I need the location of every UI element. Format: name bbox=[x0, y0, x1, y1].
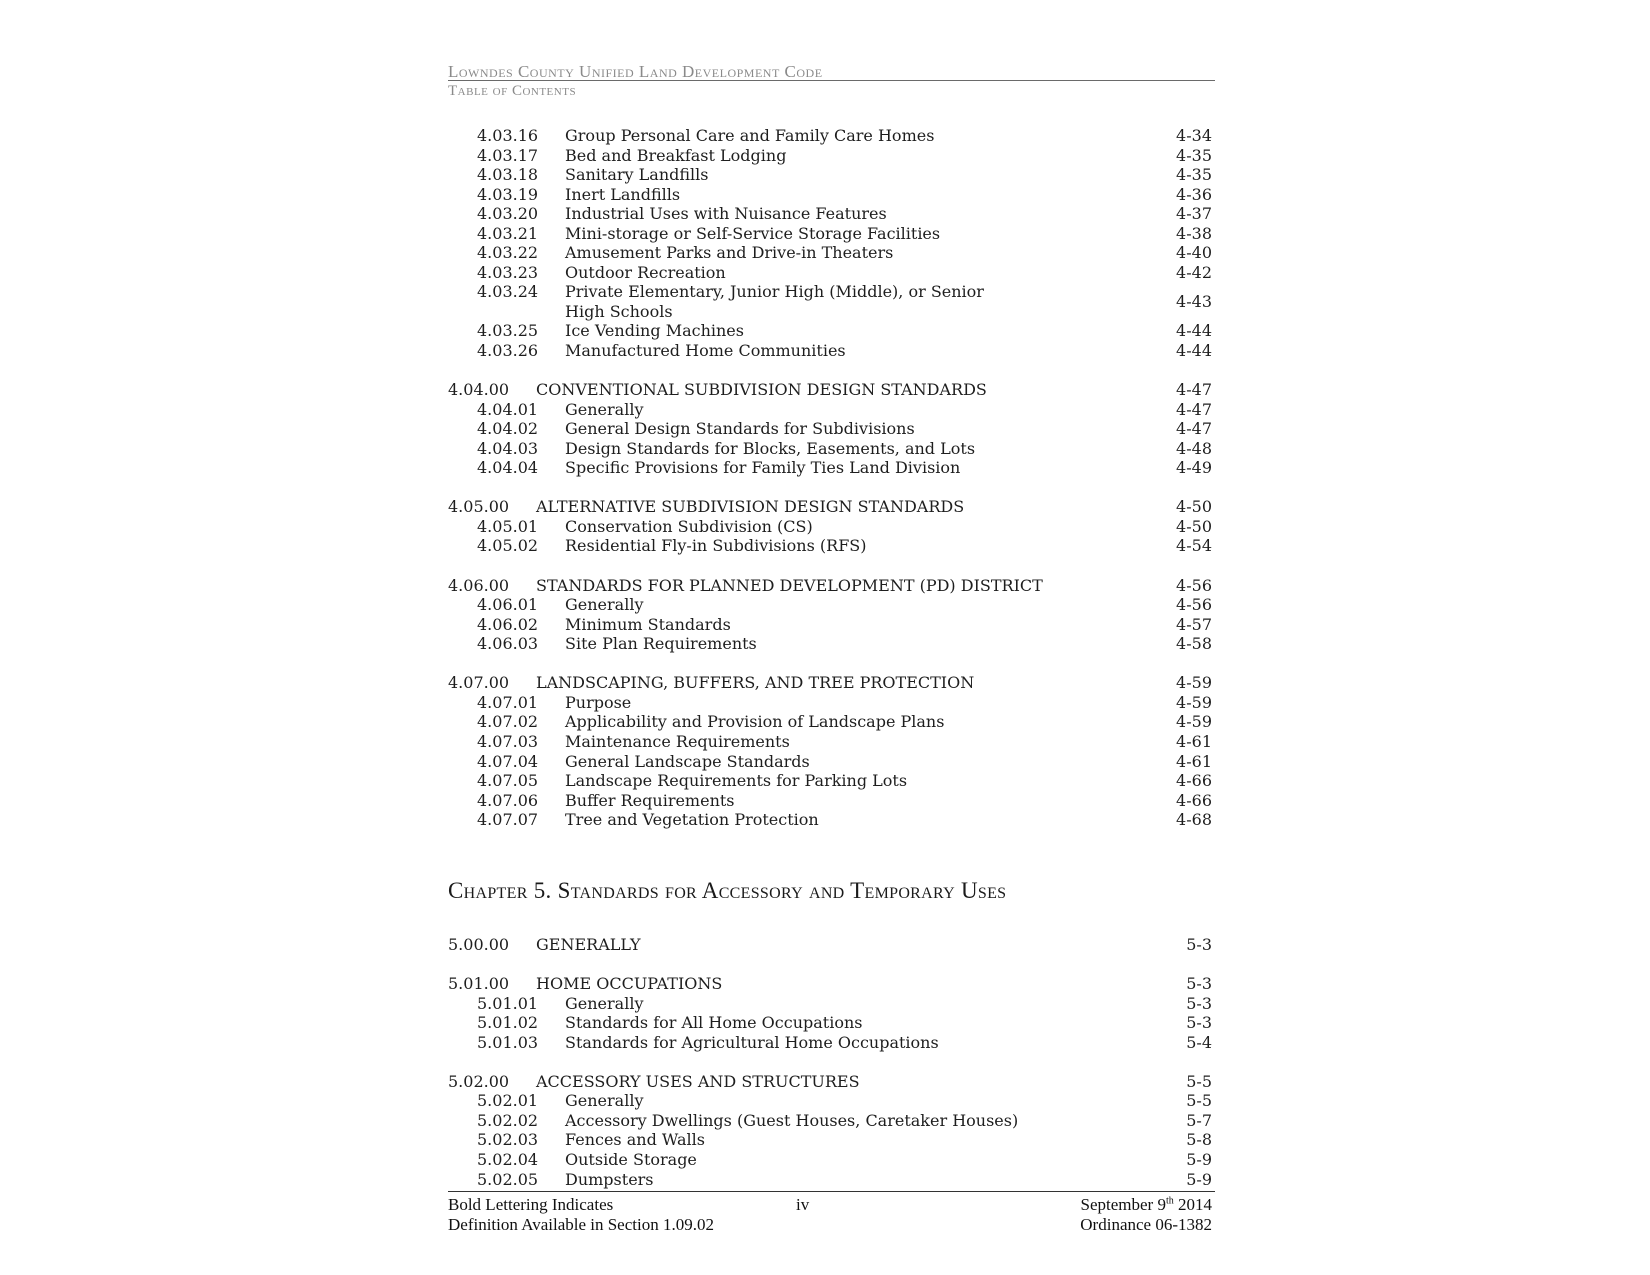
toc-subsection-row bbox=[448, 810, 1215, 830]
toc-entry-title: Outside Storage bbox=[565, 1150, 697, 1170]
toc-entry-title: Standards for Agricultural Home Occupations bbox=[565, 1032, 939, 1052]
toc-entry-number: 4.07.06 bbox=[477, 790, 539, 810]
toc-entry-title: Group Personal Care and Family Care Homes bbox=[565, 126, 935, 145]
toc-subsection-row bbox=[448, 712, 1215, 732]
toc-chapter-4-list bbox=[448, 126, 1215, 830]
toc-entry-title: Minimum Standards bbox=[565, 614, 731, 634]
toc-subsection-row bbox=[448, 732, 1215, 752]
toc-entry-number: 4.04.04 bbox=[477, 458, 539, 478]
toc-entry-page: 4-59 bbox=[1176, 692, 1212, 712]
running-header-title: Lowndes County Unified Land Development Code bbox=[448, 62, 823, 81]
toc-entry-page: 4-50 bbox=[1176, 497, 1212, 517]
toc-entry-number: 4.07.05 bbox=[477, 771, 539, 791]
toc-entry-title: CONVENTIONAL SUBDIVISION DESIGN STANDARDS bbox=[536, 380, 987, 400]
toc-entry-number: 5.02.04 bbox=[477, 1150, 539, 1170]
chapter-5-heading: Chapter 5. Standards for Accessory and Temporary Uses bbox=[448, 878, 1007, 903]
toc-entry-page: 5-5 bbox=[1186, 1071, 1212, 1091]
toc-subsection-row bbox=[448, 1111, 1215, 1131]
toc-subsection-row bbox=[448, 994, 1215, 1014]
toc-entry-page: 5-4 bbox=[1186, 1032, 1212, 1052]
toc-entry-number: 5.02.02 bbox=[477, 1110, 539, 1130]
toc-entry-title: Mini-storage or Self-Service Storage Facilities bbox=[565, 223, 941, 243]
toc-entry-page: 4-37 bbox=[1176, 204, 1212, 224]
toc-entry-page: 4-56 bbox=[1176, 575, 1212, 595]
toc-entry-page: 5-3 bbox=[1186, 993, 1212, 1013]
toc-entry-title: Specific Provisions for Family Ties Land Division bbox=[565, 458, 961, 478]
header-rule bbox=[448, 80, 1215, 81]
toc-entry-title: Conservation Subdivision (CS) bbox=[565, 516, 813, 536]
toc-subsection-row bbox=[448, 224, 1215, 244]
toc-subsection-row bbox=[448, 165, 1215, 185]
toc-entry-page: 4-66 bbox=[1176, 771, 1212, 791]
toc-entry-page: 4-50 bbox=[1176, 516, 1212, 536]
toc-entry-title: ACCESSORY USES AND STRUCTURES bbox=[536, 1071, 860, 1091]
toc-subsection-row bbox=[448, 517, 1215, 537]
toc-entry-title: Sanitary Landfills bbox=[565, 165, 709, 185]
toc-entry-page: 4-54 bbox=[1176, 536, 1212, 556]
toc-entry-title: Landscape Requirements for Parking Lots bbox=[565, 771, 908, 791]
toc-entry-title: Industrial Uses with Nuisance Features bbox=[565, 204, 887, 224]
toc-entry-number: 4.05.01 bbox=[477, 516, 539, 536]
toc-section-row bbox=[448, 935, 1215, 955]
toc-entry-title: Residential Fly-in Subdivisions (RFS) bbox=[565, 536, 867, 556]
toc-subsection-row bbox=[448, 185, 1215, 205]
toc-entry-title: Generally bbox=[565, 399, 644, 419]
toc-entry-page: 4-49 bbox=[1176, 458, 1212, 478]
toc-entry-number: 4.07.00 bbox=[448, 673, 510, 693]
toc-entry-page: 4-36 bbox=[1176, 184, 1212, 204]
toc-chapter-5-list bbox=[448, 935, 1215, 1189]
toc-subsection-row bbox=[448, 400, 1215, 420]
toc-entry-page: 4-61 bbox=[1176, 751, 1212, 771]
toc-subsection-row bbox=[448, 1130, 1215, 1150]
toc-entry-number: 4.07.03 bbox=[477, 731, 539, 751]
toc-entry-page: 4-43 bbox=[1176, 292, 1212, 312]
toc-subsection-row bbox=[448, 693, 1215, 713]
toc-entry-number: 4.03.20 bbox=[477, 204, 539, 224]
toc-section-gap bbox=[448, 478, 1215, 498]
toc-entry-number: 4.03.16 bbox=[477, 126, 539, 145]
toc-entry-title: Generally bbox=[565, 993, 644, 1013]
toc-subsection-row bbox=[448, 458, 1215, 478]
toc-entry-number: 5.02.01 bbox=[477, 1091, 539, 1111]
toc-entry-page: 4-68 bbox=[1176, 810, 1212, 830]
toc-entry-number: 5.01.03 bbox=[477, 1032, 539, 1052]
toc-entry-page: 4-47 bbox=[1176, 380, 1212, 400]
toc-subsection-row bbox=[448, 771, 1215, 791]
toc-entry-title: Standards for All Home Occupations bbox=[565, 1013, 863, 1033]
toc-entry-number: 4.07.07 bbox=[477, 810, 539, 830]
toc-entry-page: 4-40 bbox=[1176, 243, 1212, 263]
toc-entry-number: 4.06.00 bbox=[448, 575, 510, 595]
footer-date-suffix: 2014 bbox=[1173, 1195, 1212, 1214]
footer-date-prefix: September 9 bbox=[1080, 1195, 1166, 1214]
toc-entry-title: Bed and Breakfast Lodging bbox=[565, 145, 787, 165]
toc-section-row bbox=[448, 974, 1215, 994]
toc-entry-title: Generally bbox=[565, 1091, 644, 1111]
toc-subsection-row bbox=[448, 615, 1215, 635]
toc-entry-number: 5.01.01 bbox=[477, 993, 539, 1013]
toc-entry-title: Buffer Requirements bbox=[565, 790, 735, 810]
toc-subsection-row bbox=[448, 439, 1215, 459]
toc-entry-title: General Design Standards for Subdivisions bbox=[565, 419, 915, 439]
toc-subsection-row bbox=[448, 1033, 1215, 1053]
toc-entry-page: 4-44 bbox=[1176, 321, 1212, 341]
toc-entry-number: 4.03.25 bbox=[477, 321, 539, 341]
toc-subsection-row bbox=[448, 419, 1215, 439]
footer-date bbox=[1080, 1195, 1212, 1215]
toc-subsection-row bbox=[448, 263, 1215, 283]
toc-subsection-row bbox=[448, 536, 1215, 556]
toc-entry-page: 4-59 bbox=[1176, 673, 1212, 693]
toc-entry-number: 5.02.00 bbox=[448, 1071, 510, 1091]
toc-subsection-row bbox=[448, 243, 1215, 263]
toc-entry-title: Inert Landfills bbox=[565, 184, 681, 204]
toc-entry-page: 5-9 bbox=[1186, 1169, 1212, 1189]
toc-subsection-row bbox=[448, 791, 1215, 811]
toc-entry-page: 4-56 bbox=[1176, 595, 1212, 615]
toc-subsection-row bbox=[448, 634, 1215, 654]
toc-entry-title: Design Standards for Blocks, Easements, and Lots bbox=[565, 438, 976, 458]
toc-entry-number: 5.01.00 bbox=[448, 974, 510, 994]
toc-entry-number: 4.04.01 bbox=[477, 399, 539, 419]
toc-entry-title: HOME OCCUPATIONS bbox=[536, 974, 723, 994]
toc-entry-page: 4-34 bbox=[1176, 126, 1212, 145]
toc-subsection-row bbox=[448, 1150, 1215, 1170]
footer-note bbox=[448, 1195, 714, 1235]
toc-entry-page: 4-47 bbox=[1176, 399, 1212, 419]
toc-entry-page: 4-59 bbox=[1176, 712, 1212, 732]
toc-entry-page: 4-61 bbox=[1176, 731, 1212, 751]
toc-entry-number: 4.03.23 bbox=[477, 262, 539, 282]
toc-entry-number: 4.07.02 bbox=[477, 712, 539, 732]
toc-entry-title: Outdoor Recreation bbox=[565, 262, 726, 282]
toc-subsection-row bbox=[448, 1013, 1215, 1033]
toc-subsection-row bbox=[448, 752, 1215, 772]
toc-entry-title: Maintenance Requirements bbox=[565, 731, 790, 751]
toc-entry-number: 5.02.05 bbox=[477, 1169, 539, 1189]
toc-entry-page: 4-42 bbox=[1176, 262, 1212, 282]
toc-entry-page: 4-66 bbox=[1176, 790, 1212, 810]
footer-rule bbox=[448, 1191, 1215, 1192]
toc-entry-number: 4.03.22 bbox=[477, 243, 539, 263]
toc-entry-title: Private Elementary, Junior High (Middle), or Senior High Schools bbox=[565, 282, 984, 321]
page-number: iv bbox=[796, 1195, 810, 1214]
running-header-subtitle: Table of Contents bbox=[448, 83, 577, 99]
toc-entry-number: 4.06.02 bbox=[477, 614, 539, 634]
toc-entry-number: 4.05.02 bbox=[477, 536, 539, 556]
footer-note-line2: Definition Available in Section 1.09.02 bbox=[448, 1215, 714, 1234]
toc-entry-number: 4.05.00 bbox=[448, 497, 510, 517]
toc-entry-number: 4.06.03 bbox=[477, 634, 539, 654]
toc-entry-number: 4.03.24 bbox=[477, 282, 539, 302]
toc-section-row bbox=[448, 497, 1215, 517]
toc-entry-number: 5.01.02 bbox=[477, 1013, 539, 1033]
toc-entry-page: 4-48 bbox=[1176, 438, 1212, 458]
toc-subsection-row bbox=[448, 204, 1215, 224]
toc-subsection-row bbox=[448, 282, 1215, 321]
toc-entry-number: 4.03.26 bbox=[477, 341, 539, 361]
toc-entry-title: Generally bbox=[565, 595, 644, 615]
toc-entry-number: 4.03.19 bbox=[477, 184, 539, 204]
footer-date-sup: th bbox=[1165, 1195, 1174, 1207]
toc-entry-page: 5-3 bbox=[1186, 974, 1212, 994]
toc-entry-page: 4-35 bbox=[1176, 145, 1212, 165]
toc-entry-title: Ice Vending Machines bbox=[565, 321, 744, 341]
footer-note-line1: Bold Lettering Indicates bbox=[448, 1195, 614, 1214]
toc-entry-number: 4.03.17 bbox=[477, 145, 539, 165]
toc-entry-title: ALTERNATIVE SUBDIVISION DESIGN STANDARDS bbox=[536, 497, 965, 517]
toc-entry-title: Dumpsters bbox=[565, 1169, 654, 1189]
toc-entry-title: Amusement Parks and Drive-in Theaters bbox=[565, 243, 894, 263]
toc-entry-number: 5.02.03 bbox=[477, 1130, 539, 1150]
toc-entry-title: Manufactured Home Communities bbox=[565, 341, 846, 361]
toc-entry-number: 4.03.21 bbox=[477, 223, 539, 243]
footer-date-ordinance bbox=[1080, 1195, 1212, 1235]
footer-ordinance: Ordinance 06-1382 bbox=[1080, 1215, 1212, 1234]
toc-entry-page: 4-35 bbox=[1176, 165, 1212, 185]
toc-entry-title: GENERALLY bbox=[536, 935, 641, 954]
toc-entry-page: 5-9 bbox=[1186, 1150, 1212, 1170]
toc-section-row bbox=[448, 673, 1215, 693]
toc-section-gap bbox=[448, 361, 1215, 381]
toc-entry-page: 4-58 bbox=[1176, 634, 1212, 654]
toc-entry-number: 4.07.01 bbox=[477, 692, 539, 712]
document-page bbox=[448, 58, 1215, 1258]
toc-subsection-row bbox=[448, 321, 1215, 341]
toc-section-row bbox=[448, 576, 1215, 596]
toc-entry-title: Applicability and Provision of Landscape Plans bbox=[565, 712, 945, 732]
toc-entry-number: 4.03.18 bbox=[477, 165, 539, 185]
toc-subsection-row bbox=[448, 126, 1215, 146]
toc-entry-page: 4-47 bbox=[1176, 419, 1212, 439]
toc-section-gap bbox=[448, 955, 1215, 975]
toc-section-gap bbox=[448, 654, 1215, 674]
toc-entry-title: General Landscape Standards bbox=[565, 751, 810, 771]
toc-entry-title: STANDARDS FOR PLANNED DEVELOPMENT (PD) DISTRICT bbox=[536, 575, 1043, 595]
toc-subsection-row bbox=[448, 146, 1215, 166]
toc-entry-title: LANDSCAPING, BUFFERS, AND TREE PROTECTION bbox=[536, 673, 975, 693]
toc-subsection-row bbox=[448, 1170, 1215, 1190]
toc-section-row bbox=[448, 1072, 1215, 1092]
toc-entry-page: 4-44 bbox=[1176, 341, 1212, 361]
toc-entry-number: 4.04.02 bbox=[477, 419, 539, 439]
toc-subsection-row bbox=[448, 341, 1215, 361]
toc-entry-number: 4.06.01 bbox=[477, 595, 539, 615]
toc-section-row bbox=[448, 380, 1215, 400]
toc-entry-page: 4-57 bbox=[1176, 614, 1212, 634]
toc-entry-page: 5-8 bbox=[1186, 1130, 1212, 1150]
toc-entry-page: 5-3 bbox=[1186, 1013, 1212, 1033]
toc-entry-title: Fences and Walls bbox=[565, 1130, 705, 1150]
toc-entry-number: 4.04.03 bbox=[477, 438, 539, 458]
toc-entry-number: 4.07.04 bbox=[477, 751, 539, 771]
toc-entry-number: 5.00.00 bbox=[448, 935, 510, 954]
toc-entry-page: 5-7 bbox=[1186, 1110, 1212, 1130]
toc-entry-title: Site Plan Requirements bbox=[565, 634, 757, 654]
toc-entry-title: Tree and Vegetation Protection bbox=[565, 810, 819, 830]
toc-entry-page: 5-5 bbox=[1186, 1091, 1212, 1111]
toc-subsection-row bbox=[448, 595, 1215, 615]
toc-section-gap bbox=[448, 1052, 1215, 1072]
toc-entry-page: 4-38 bbox=[1176, 223, 1212, 243]
toc-section-gap bbox=[448, 556, 1215, 576]
toc-entry-title: Purpose bbox=[565, 692, 632, 712]
toc-subsection-row bbox=[448, 1091, 1215, 1111]
toc-entry-page: 5-3 bbox=[1186, 935, 1212, 954]
toc-entry-number: 4.04.00 bbox=[448, 380, 510, 400]
toc-entry-title: Accessory Dwellings (Guest Houses, Caretaker Houses) bbox=[565, 1110, 1019, 1130]
